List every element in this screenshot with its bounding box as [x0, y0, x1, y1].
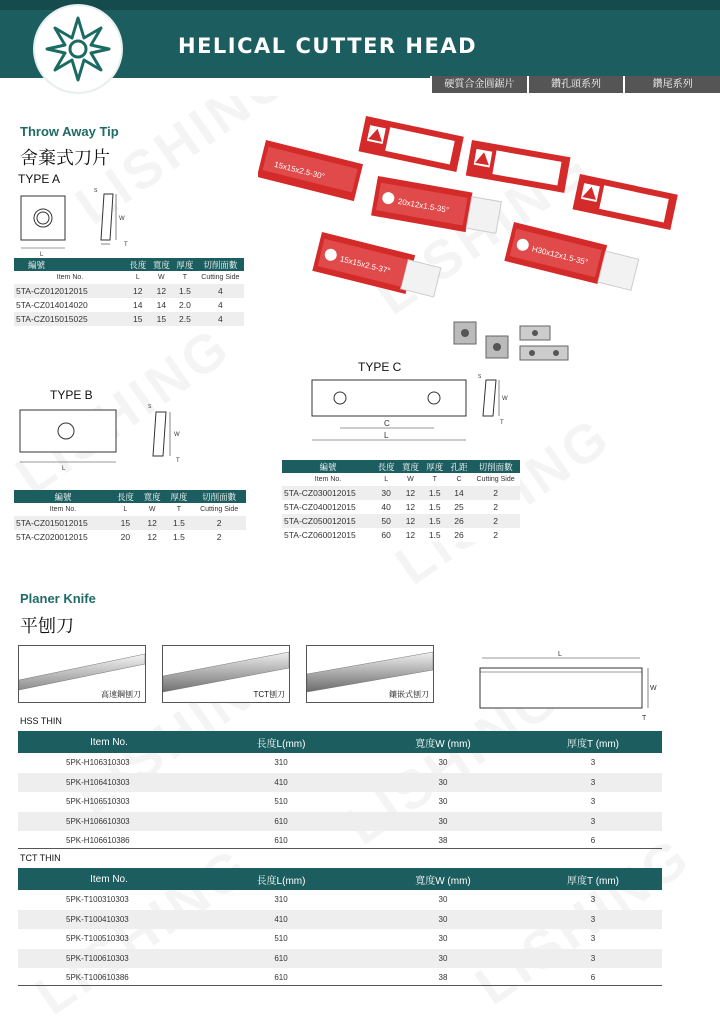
knife-image-tct [162, 645, 290, 703]
dim-w: W [119, 216, 125, 222]
throw-away-title-cn: 舍棄式刀片 [20, 148, 110, 169]
dim-t: T [124, 242, 128, 248]
table-row [18, 792, 662, 812]
cell: 14 [126, 298, 150, 312]
th-thickness: 厚度T (mm) [524, 868, 662, 890]
box-label: 20x12x1.5-35° [397, 196, 450, 215]
sub-item: Item No. [14, 503, 112, 516]
type-c-label: TYPE C [358, 360, 402, 374]
cell: 30 [362, 910, 524, 930]
knife-image-hss [18, 645, 146, 703]
th-item: Item No. [18, 731, 200, 753]
cell: 12 [398, 486, 422, 500]
tab-drill-bit[interactable]: 鑽尾系列 [623, 76, 720, 93]
planer-knife-drawing [470, 648, 660, 722]
cell-item: 5TA-CZ012012015 [14, 284, 126, 298]
th-item: 編號 [14, 258, 126, 271]
cell: 12 [150, 284, 174, 298]
table-hss-thin [18, 731, 662, 851]
cell-item: 5PK-H106510303 [66, 797, 130, 807]
sub-cutting: Cutting Side [197, 271, 244, 284]
dim-l: L [62, 466, 66, 472]
th-item: Item No. [18, 868, 200, 890]
cell: 3 [524, 910, 662, 930]
table-type-a [14, 258, 244, 326]
cell: 6 [590, 836, 596, 846]
th-width: 寬度W (mm) [362, 731, 524, 753]
cell: 12 [398, 514, 422, 528]
sub-l: L [374, 473, 398, 486]
cell: 14 [150, 298, 174, 312]
knife-label: 高速鋼刨刀 [101, 690, 141, 699]
dim-s: S [478, 374, 482, 380]
th-thickness: 厚度 [173, 258, 197, 271]
hss-title: HSS THIN [20, 716, 62, 726]
cell-item: 5TA-CZ015015025 [14, 312, 126, 326]
cell: 50 [374, 514, 398, 528]
sub-cutting: Cutting Side [192, 503, 246, 516]
cell: 20 [112, 530, 139, 544]
cell: 1.5 [423, 486, 447, 500]
table-type-b [14, 490, 246, 544]
th-length: 長度L(mm) [200, 731, 362, 753]
cell-item: 5PK-H106610386 [66, 836, 130, 846]
cell: 2 [192, 516, 246, 530]
cell: 38 [438, 836, 448, 846]
cell: 12 [398, 528, 422, 542]
header-band-top [0, 0, 720, 10]
cell: 4 [197, 312, 244, 326]
dim-w: W [502, 396, 508, 402]
knife-label: TCT刨刀 [253, 690, 285, 699]
table-row [18, 910, 662, 930]
th-thickness: 厚度 [423, 460, 447, 473]
th-thickness: 厚度T (mm) [524, 731, 662, 753]
dim-s: S [148, 404, 152, 410]
sub-l: L [112, 503, 139, 516]
throw-away-title-en: Throw Away Tip [20, 124, 119, 139]
table-row [18, 949, 662, 969]
cell: 1.5 [423, 514, 447, 528]
cell: 30 [438, 797, 448, 807]
cell: 30 [438, 934, 448, 944]
dim-t: T [500, 420, 504, 426]
cell-item: 5PK-T100410303 [18, 910, 200, 930]
th-length: 長度 [112, 490, 139, 503]
table-type-c [282, 460, 520, 542]
sub-w: W [398, 473, 422, 486]
box-label: 15x15x2.5-37° [338, 254, 392, 276]
dim-w: W [650, 685, 657, 692]
cell: 26 [447, 514, 471, 528]
cell: 610 [274, 973, 288, 983]
tab-carbide-saw[interactable]: 硬質合金圓鋸片 [430, 76, 527, 93]
cell: 40 [374, 500, 398, 514]
cell: 310 [274, 895, 288, 905]
divider [18, 848, 662, 849]
cell: 510 [274, 797, 288, 807]
cell: 2 [471, 500, 520, 514]
cell: 2 [471, 514, 520, 528]
cell: 30 [438, 895, 448, 905]
type-a-label: TYPE A [18, 172, 61, 186]
cell: 410 [200, 773, 362, 793]
type-b-label: TYPE B [50, 388, 93, 402]
cell: 2 [192, 530, 246, 544]
table-row [18, 929, 662, 949]
table-row [18, 890, 662, 910]
cell: 2 [471, 486, 520, 500]
sub-l: L [126, 271, 150, 284]
cell: 3 [590, 797, 596, 807]
product-boxes-image [258, 110, 698, 370]
cell: 510 [274, 934, 288, 944]
dim-c: C [384, 419, 390, 428]
planer-title-cn: 平刨刀 [20, 616, 74, 637]
table-row [14, 516, 246, 530]
table-row [282, 500, 520, 514]
table-row [14, 530, 246, 544]
cell-item: 5PK-T100310303 [66, 895, 129, 905]
cell-item: 5TA-CZ020012015 [14, 530, 112, 544]
cell: 2.0 [173, 298, 197, 312]
table-row [18, 812, 662, 832]
table-row [14, 312, 244, 326]
cell-item: 5PK-T100610386 [66, 973, 129, 983]
cell: 2.5 [173, 312, 197, 326]
cell-item: 5PK-H106410303 [18, 773, 200, 793]
cell: 12 [398, 500, 422, 514]
table-tct-thin [18, 868, 662, 988]
cell: 26 [447, 528, 471, 542]
divider [18, 985, 662, 986]
dim-w: W [174, 432, 180, 438]
cell: 15 [112, 516, 139, 530]
cell: 1.5 [423, 500, 447, 514]
cell: 15 [150, 312, 174, 326]
cell-item: 5TA-CZ050012015 [282, 514, 374, 528]
th-cutting-side: 切削面數 [471, 460, 520, 473]
th-item: 編號 [282, 460, 374, 473]
table-row [18, 773, 662, 793]
cell-item: 5TA-CZ030012015 [282, 486, 374, 500]
cell-item: 5TA-CZ040012015 [282, 500, 374, 514]
box-label: 15x15x2.5-30° [273, 159, 326, 182]
cell-item: 5PK-T100610303 [18, 949, 200, 969]
sub-w: W [150, 271, 174, 284]
cell: 3 [590, 758, 596, 768]
tab-boring-head[interactable]: 鑽孔頭系列 [527, 76, 624, 93]
cell: 30 [362, 812, 524, 832]
cell: 3 [524, 812, 662, 832]
cell: 12 [139, 530, 166, 544]
cell: 14 [447, 486, 471, 500]
dim-l: L [40, 252, 44, 258]
th-thickness: 厚度 [166, 490, 193, 503]
cell: 60 [374, 528, 398, 542]
sub-c: C [447, 473, 471, 486]
cell: 610 [274, 836, 288, 846]
th-width: 寬度 [150, 258, 174, 271]
star-logo-icon [43, 14, 113, 84]
th-width: 寬度W (mm) [362, 868, 524, 890]
cell-item: 5TA-CZ014014020 [14, 298, 126, 312]
planer-title-en: Planer Knife [20, 591, 96, 606]
cell: 12 [126, 284, 150, 298]
th-cutting-side: 切削面數 [192, 490, 246, 503]
cell: 3 [590, 895, 596, 905]
sub-t: T [423, 473, 447, 486]
cell: 1.5 [166, 516, 193, 530]
cell-item: 5PK-T100510303 [66, 934, 129, 944]
cell: 15 [126, 312, 150, 326]
cell: 1.5 [173, 284, 197, 298]
th-cutting-side: 切削面數 [197, 258, 244, 271]
knife-label: 鑲嵌式刨刀 [389, 690, 429, 699]
table-row [14, 298, 244, 312]
sub-w: W [139, 503, 166, 516]
sub-t: T [166, 503, 193, 516]
type-b-drawing [14, 400, 194, 472]
type-a-drawing [16, 186, 166, 258]
sub-cutting: Cutting Side [471, 473, 520, 486]
table-row [282, 486, 520, 500]
th-width: 寬度 [139, 490, 166, 503]
th-width: 寬度 [398, 460, 422, 473]
cell: 4 [197, 298, 244, 312]
cell: 3 [524, 773, 662, 793]
cell: 1.5 [166, 530, 193, 544]
category-tabs [430, 76, 720, 93]
table-row [14, 284, 244, 298]
sub-item: Item No. [14, 271, 126, 284]
cell-item: 5TA-CZ060012015 [282, 528, 374, 542]
cell: 30 [374, 486, 398, 500]
cell: 610 [200, 949, 362, 969]
dim-l: L [558, 651, 562, 658]
cell-item: 5TA-CZ015012015 [14, 516, 112, 530]
cell: 30 [438, 758, 448, 768]
sub-t: T [173, 271, 197, 284]
cell: 1.5 [423, 528, 447, 542]
logo [35, 6, 121, 92]
th-length: 長度 [126, 258, 150, 271]
knife-image-inlaid [306, 645, 434, 703]
cell: 4 [197, 284, 244, 298]
sub-item: Item No. [282, 473, 374, 486]
cell: 3 [524, 949, 662, 969]
dim-l: L [384, 431, 389, 440]
cell: 6 [590, 973, 596, 983]
cell: 610 [200, 812, 362, 832]
th-length: 長度 [374, 460, 398, 473]
th-item: 編號 [14, 490, 112, 503]
page-header [0, 0, 720, 96]
th-hole-pitch: 孔距 [447, 460, 471, 473]
page-title: HELICAL CUTTER HEAD [178, 34, 477, 58]
cell: 3 [590, 934, 596, 944]
cell: 12 [139, 516, 166, 530]
box-label: H30x12x1.5-35° [530, 244, 589, 267]
cell: 25 [447, 500, 471, 514]
table-row [282, 528, 520, 542]
cell: 30 [362, 949, 524, 969]
cell: 410 [200, 910, 362, 930]
cell: 2 [471, 528, 520, 542]
dim-t: T [176, 458, 180, 464]
dim-s: S [94, 188, 98, 194]
cell: 38 [438, 973, 448, 983]
cell: 30 [362, 773, 524, 793]
th-length: 長度L(mm) [200, 868, 362, 890]
dim-t: T [642, 715, 647, 722]
table-row [282, 514, 520, 528]
tct-title: TCT THIN [20, 853, 61, 863]
cell-item: 5PK-H106310303 [66, 758, 130, 768]
table-row [18, 753, 662, 773]
cell: 310 [274, 758, 288, 768]
cell-item: 5PK-H106610303 [18, 812, 200, 832]
type-c-drawing [300, 370, 520, 446]
